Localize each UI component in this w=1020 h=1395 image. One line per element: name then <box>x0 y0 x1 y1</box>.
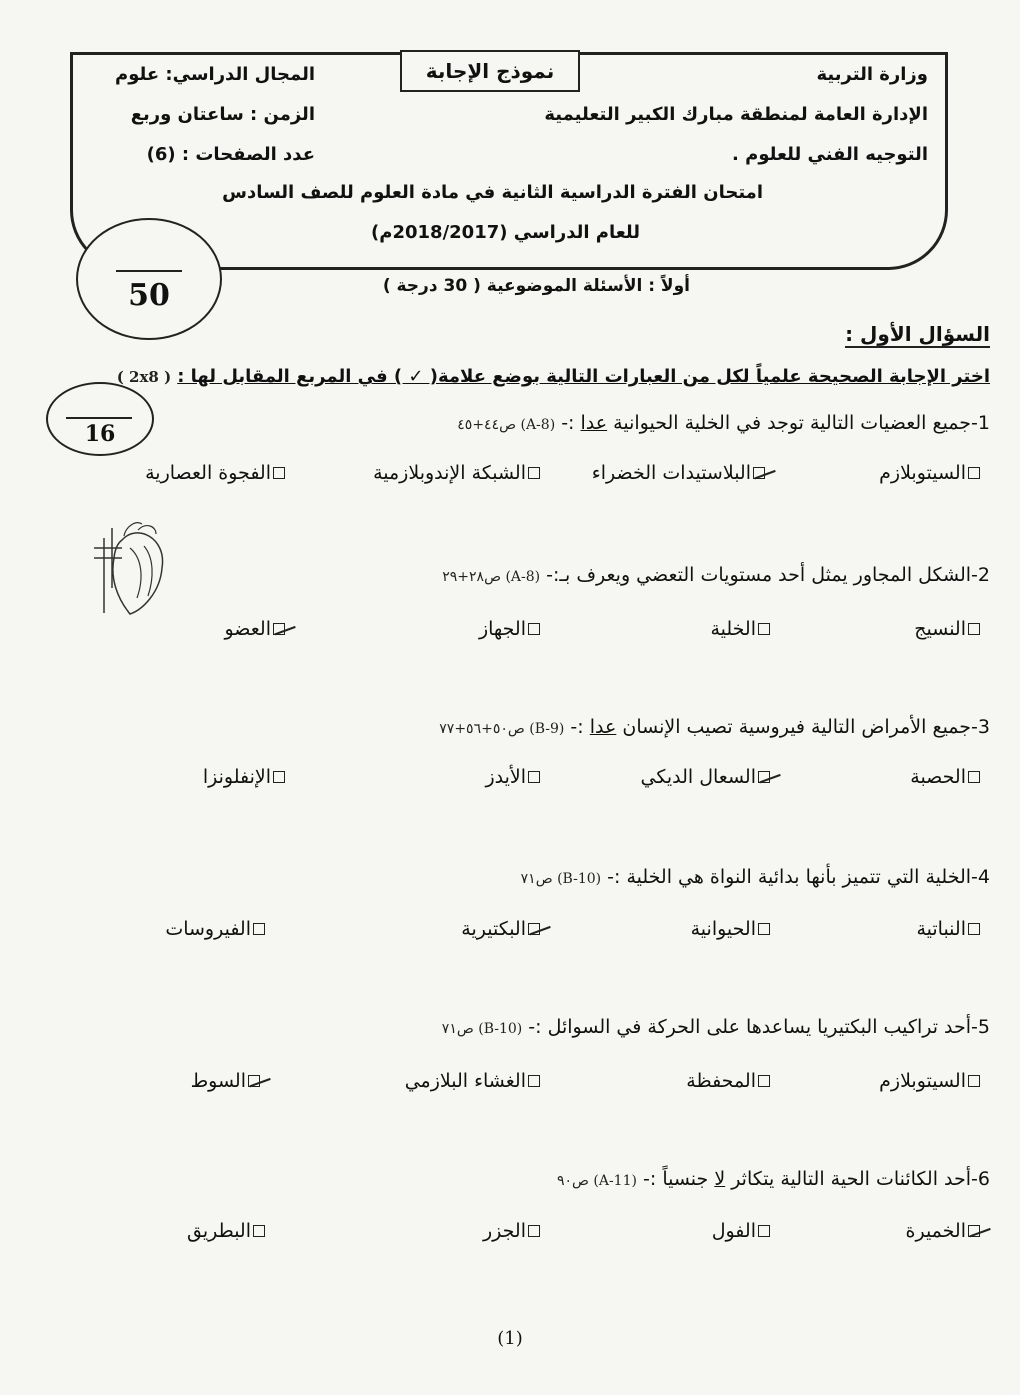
q5-option-1[interactable]: السيتوبلازم <box>879 1070 980 1092</box>
q5-option-2[interactable]: المحفظة <box>686 1070 770 1092</box>
q2-option-3[interactable]: الجهاز <box>479 618 540 640</box>
q4-option-3[interactable]: البكتيرية <box>461 918 540 940</box>
q1-option-2[interactable]: البلاستيدات الخضراء <box>592 462 765 484</box>
q1-option-1[interactable]: السيتوبلازم <box>879 462 980 484</box>
q1-option-4[interactable]: الفجوة العصارية <box>145 462 285 484</box>
section-title: أولاً : الأسئلة الموضوعية ( 30 درجة ) <box>382 276 690 296</box>
checkbox[interactable] <box>968 771 980 783</box>
question-5: 5-أحد تراكيب البكتيريا يساعدها على الحركة في السوائل :- (B-10) ص٧١ <box>441 1016 990 1038</box>
q1-score: 16 <box>84 421 116 447</box>
q4-option-4[interactable]: الفيروسات <box>165 918 265 940</box>
q3-option-2[interactable]: السعال الديكي <box>641 766 770 788</box>
q1-marks: ( 2x8 ) <box>116 368 172 386</box>
checkbox[interactable] <box>758 1225 770 1237</box>
checkbox[interactable] <box>528 467 540 479</box>
q3-option-1[interactable]: الحصبة <box>910 766 980 788</box>
question-6-note: (A-11) ص٩٠ <box>556 1173 637 1189</box>
checkbox[interactable] <box>253 923 265 935</box>
directorate: الإدارة العامة لمنطقة مبارك الكبير التعليمية <box>544 104 928 125</box>
checkbox-checked[interactable] <box>758 771 770 783</box>
q4-option-1[interactable]: النباتية <box>916 918 980 940</box>
question-1-note: (A-8) ص٤٤+٤٥ <box>457 417 556 433</box>
checkbox[interactable] <box>253 1225 265 1237</box>
q2-option-1[interactable]: النسيج <box>914 618 980 640</box>
q2-option-2[interactable]: الخلية <box>710 618 770 640</box>
question-1: 1-جميع العضيات التالية توجد في الخلية الحيوانية عدا :- (A-8) ص٤٤+٤٥ <box>457 412 990 434</box>
supervision: التوجيه الفني للعلوم . <box>732 144 928 165</box>
checkbox[interactable] <box>528 623 540 635</box>
q5-option-4[interactable]: السوط <box>191 1070 260 1092</box>
q3-option-4[interactable]: الإنفلونزا <box>203 766 285 788</box>
q6-option-1[interactable]: الخميرة <box>906 1220 981 1242</box>
total-score-circle <box>76 218 222 340</box>
q1-title: السؤال الأول : <box>845 322 990 346</box>
time: الزمن : ساعتان وربع <box>130 104 315 125</box>
exam-title: امتحان الفترة الدراسية الثانية في مادة العلوم للصف السادس <box>222 182 763 203</box>
checkbox-checked[interactable] <box>753 467 765 479</box>
checkbox[interactable] <box>758 923 770 935</box>
heart-diagram-icon <box>82 518 172 618</box>
page-number: (1) <box>497 1328 523 1349</box>
q1-instruction: اختر الإجابة الصحيحة علمياً لكل من العبارات التالية بوضع علامة( ✓ ) في المربع المقابل لها : <box>177 366 990 387</box>
checkbox[interactable] <box>758 1075 770 1087</box>
question-4: 4-الخلية التي تتميز بأنها بدائية النواة هي الخلية :- (B-10) ص٧١ <box>520 866 990 888</box>
question-3-note: (B-9) ص٥٠+٥٦+٧٧ <box>439 721 565 737</box>
q1-instruction-row <box>117 366 990 387</box>
total-score: 50 <box>128 278 170 313</box>
q1-score-oval <box>46 382 154 456</box>
q3-option-3[interactable]: الأيدز <box>485 766 540 788</box>
q6-option-4[interactable]: البطريق <box>187 1220 265 1242</box>
q6-option-3[interactable]: الجزر <box>483 1220 540 1242</box>
question-4-note: (B-10) ص٧١ <box>520 871 602 887</box>
checkbox-checked[interactable] <box>273 623 285 635</box>
checkbox-checked[interactable] <box>248 1075 260 1087</box>
pages: عدد الصفحات : (6) <box>146 144 315 165</box>
checkbox[interactable] <box>968 923 980 935</box>
checkbox[interactable] <box>758 623 770 635</box>
checkbox-checked[interactable] <box>528 923 540 935</box>
checkbox[interactable] <box>528 1225 540 1237</box>
q2-option-4[interactable]: العضو <box>224 618 285 640</box>
model-title: نموذج الإجابة <box>400 50 580 92</box>
checkbox-checked[interactable] <box>968 1225 980 1237</box>
checkbox[interactable] <box>273 771 285 783</box>
q1-option-3[interactable]: الشبكة الإندوبلازمية <box>373 462 540 484</box>
checkbox[interactable] <box>968 1075 980 1087</box>
q4-option-2[interactable]: الحيوانية <box>691 918 770 940</box>
question-2-note: (A-8) ص٢٨+٢٩ <box>442 569 541 585</box>
checkbox[interactable] <box>528 771 540 783</box>
academic-year: للعام الدراسي (2018/2017م) <box>371 222 640 243</box>
question-6: 6-أحد الكائنات الحية التالية يتكاثر لا جنسياً :- (A-11) ص٩٠ <box>556 1168 990 1190</box>
q6-option-2[interactable]: الفول <box>712 1220 770 1242</box>
question-3: 3-جميع الأمراض التالية فيروسية تصيب الإنسان عدا :- (B-9) ص٥٠+٥٦+٧٧ <box>439 716 990 738</box>
q5-option-3[interactable]: الغشاء البلازمي <box>405 1070 540 1092</box>
checkbox[interactable] <box>968 467 980 479</box>
ministry: وزارة التربية <box>816 64 928 85</box>
question-5-note: (B-10) ص٧١ <box>441 1021 523 1037</box>
subject: المجال الدراسي: علوم <box>115 64 315 85</box>
checkbox[interactable] <box>968 623 980 635</box>
question-2: 2-الشكل المجاور يمثل أحد مستويات التعضي ويعرف بـ:- (A-8) ص٢٨+٢٩ <box>442 564 990 586</box>
checkbox[interactable] <box>528 1075 540 1087</box>
checkbox[interactable] <box>273 467 285 479</box>
